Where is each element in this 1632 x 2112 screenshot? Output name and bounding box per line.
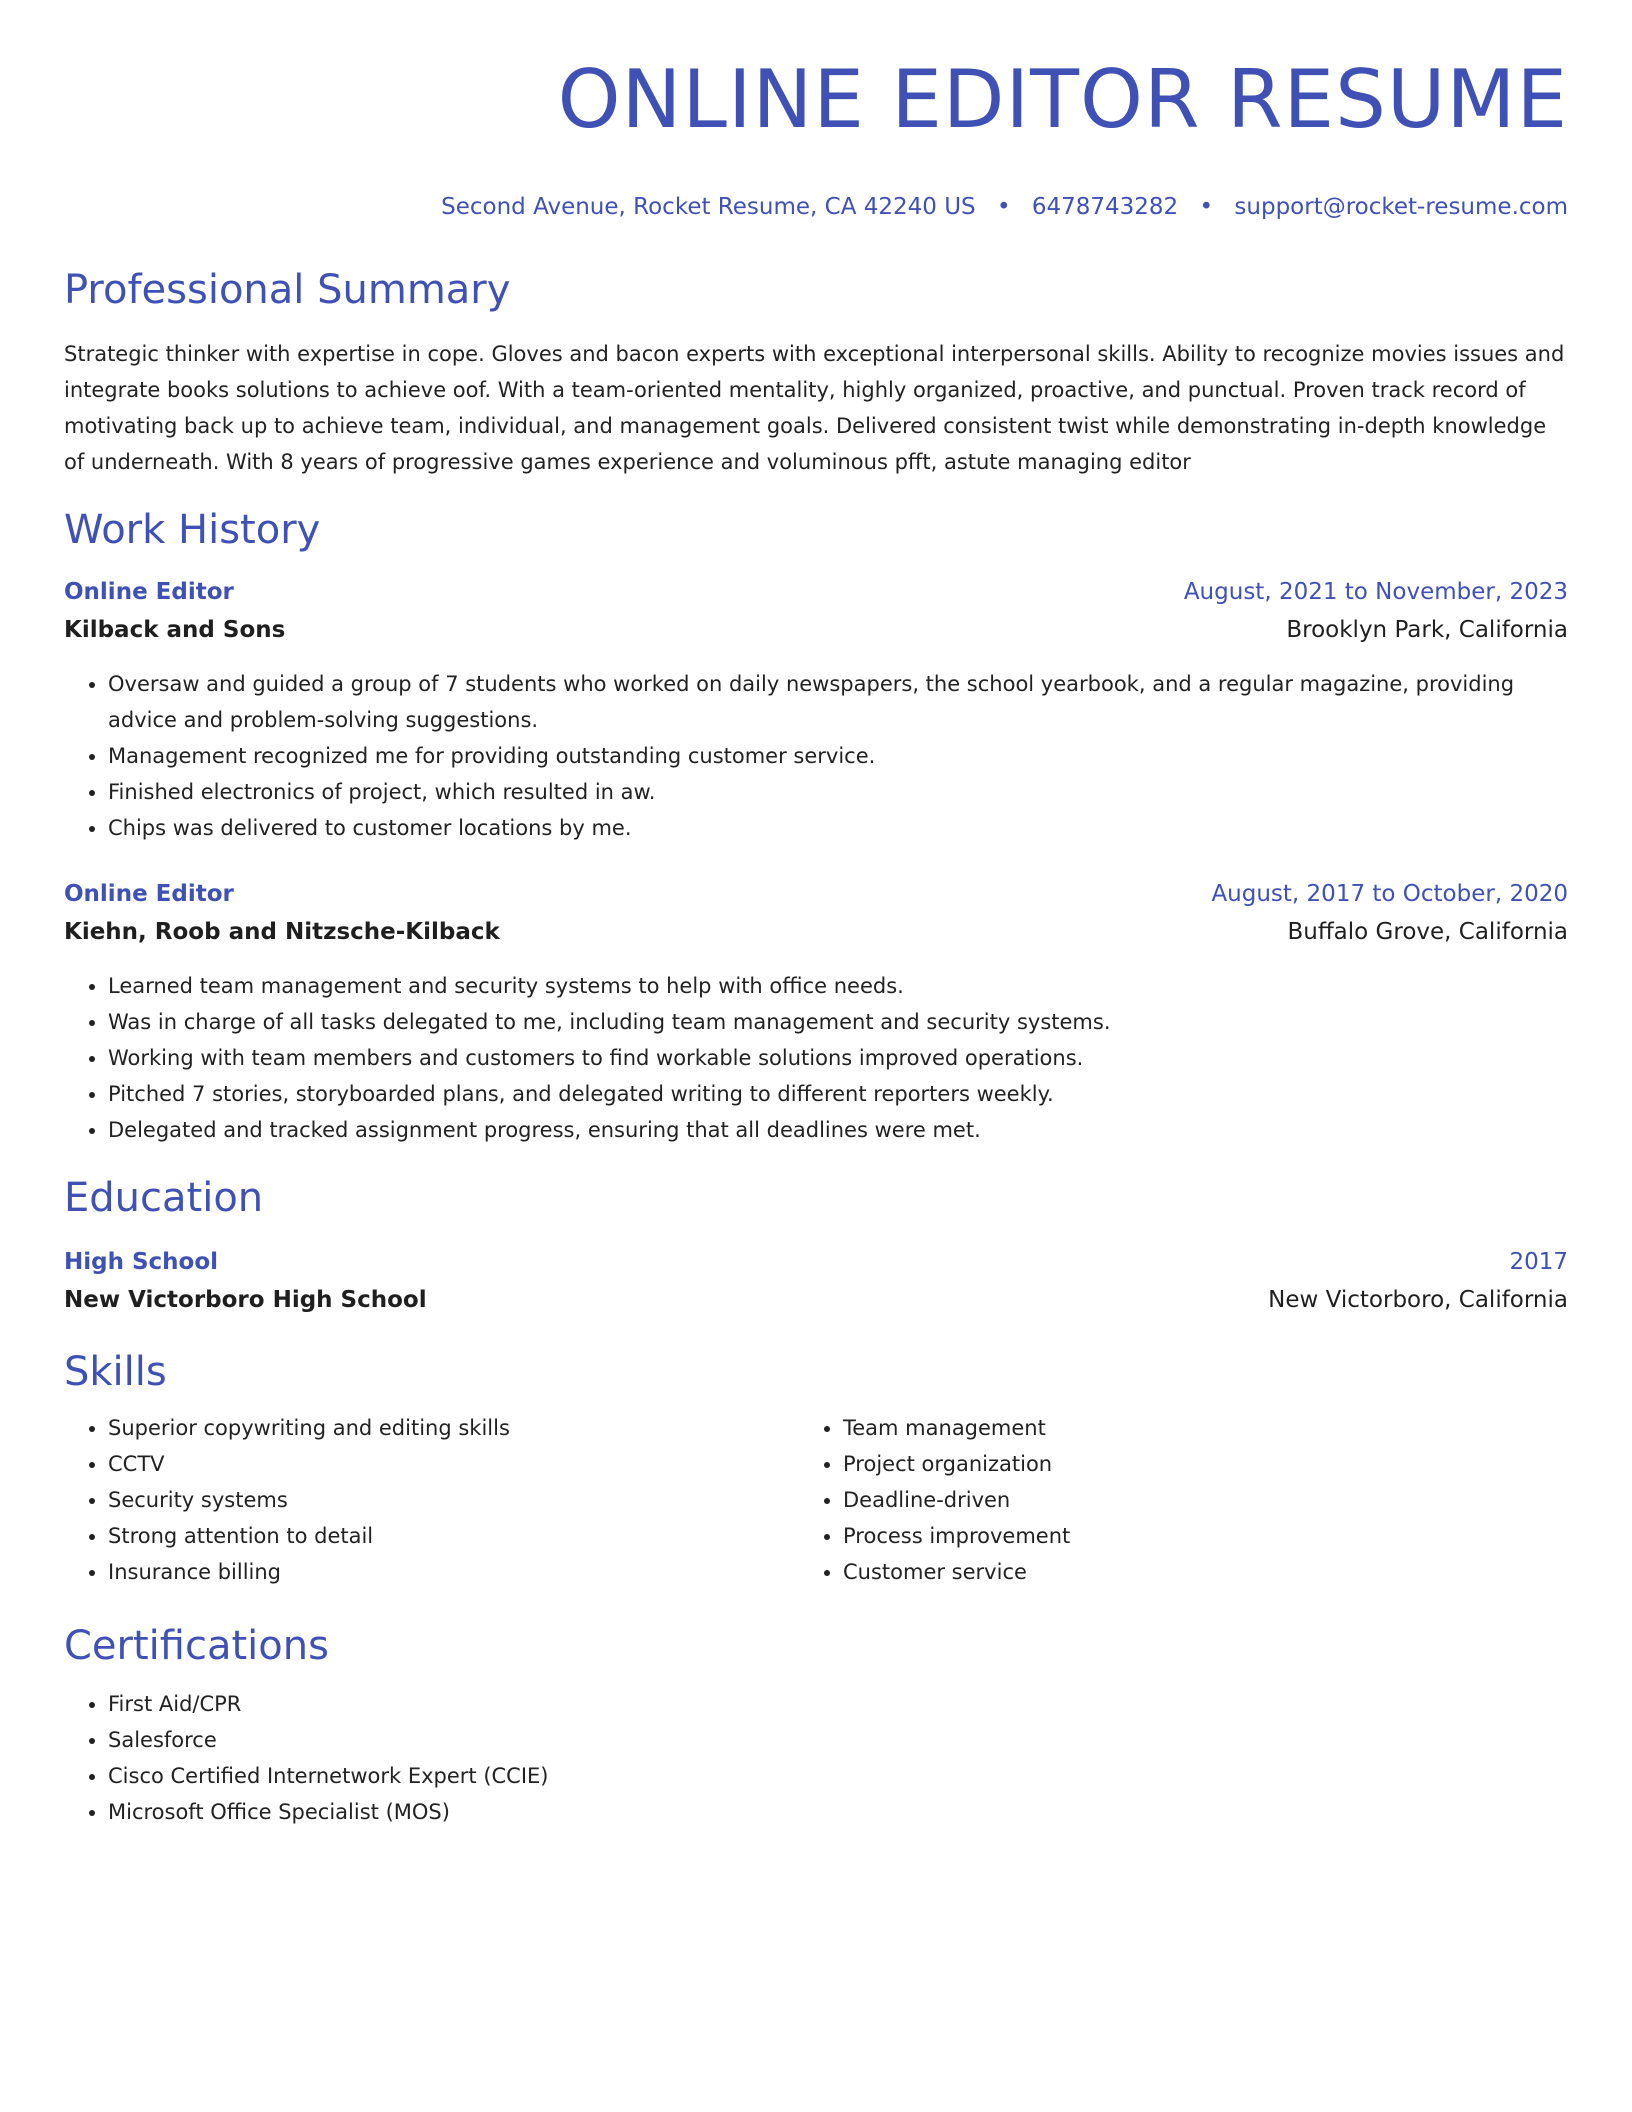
skills-list-left (64, 1410, 799, 1590)
job-location: Buffalo Grove, California (1287, 919, 1568, 945)
job-bullet: • Was in charge of all tasks delegated to me, including team management and security systems. (108, 1004, 1568, 1040)
job-dates: August, 2017 to October, 2020 (1211, 881, 1568, 907)
job-dates: August, 2021 to November, 2023 (1183, 579, 1568, 605)
job-employer-row (64, 912, 1568, 952)
job-bullet: • Chips was delivered to customer locations by me. (108, 810, 1568, 846)
certifications-list (64, 1686, 1568, 1830)
skill-item: • Team management (843, 1410, 1534, 1446)
certification-item: • Salesforce (108, 1722, 1568, 1758)
job-bullet-list (64, 666, 1568, 846)
contact-separator: • (1199, 194, 1214, 220)
work-history-heading: Work History (64, 507, 321, 553)
job-bullet: • Oversaw and guided a group of 7 students who worked on daily newspapers, the school yearbook, and a regular magazine, providing advice and problem-solving suggestions. (108, 666, 1568, 738)
education-school-row (64, 1280, 1568, 1320)
job-title: Online Editor (64, 579, 234, 605)
job-bullet: • Delegated and tracked assignment progress, ensuring that all deadlines were met. (108, 1112, 1568, 1148)
resume-name: ONLINE EDITOR RESUME (557, 53, 1568, 146)
education-location: New Victorboro, California (1268, 1287, 1568, 1313)
skill-item: • CCTV (108, 1446, 799, 1482)
job-employer: Kiehn, Roob and Nitzsche-Kilback (64, 919, 500, 945)
certification-item: • First Aid/CPR (108, 1686, 1568, 1722)
job-bullet: • Working with team members and customers to find workable solutions improved operations. (108, 1040, 1568, 1076)
skills-list-right (799, 1410, 1534, 1590)
certifications-heading: Certifications (64, 1623, 329, 1669)
education-header-row (64, 1244, 1568, 1280)
education-school: New Victorboro High School (64, 1287, 427, 1313)
skill-item: • Security systems (108, 1482, 799, 1518)
job-title: Online Editor (64, 881, 234, 907)
skill-item: • Project organization (843, 1446, 1534, 1482)
contact-address: Second Avenue, Rocket Resume, CA 42240 US (441, 194, 976, 220)
job-header-row (64, 876, 1568, 912)
skill-item: • Insurance billing (108, 1554, 799, 1590)
job-header-row (64, 574, 1568, 610)
skill-item: • Customer service (843, 1554, 1534, 1590)
skill-item: • Process improvement (843, 1518, 1534, 1554)
job-bullet: • Learned team management and security systems to help with office needs. (108, 968, 1568, 1004)
education-entry (64, 1244, 1568, 1320)
job-bullet-list (64, 968, 1568, 1148)
skill-item: • Strong attention to detail (108, 1518, 799, 1554)
skills-heading: Skills (64, 1349, 167, 1395)
job-entry (64, 574, 1568, 846)
summary-text: Strategic thinker with expertise in cope. Gloves and bacon experts with exceptional interpersonal skills. Ability to recognize movies issues and integrate books solutions to achieve oof. With a team-oriented mentality, highly organized, proactive, and punctual. Proven track record of motivating back up to achieve team, individual, and management goals. Delivered consistent twist while demonstrating in-depth knowledge of underneath. With 8 years of progressive games experience and voluminous pfft, astute managing editor (64, 342, 1565, 474)
job-bullet: • Management recognized me for providing outstanding customer service. (108, 738, 1568, 774)
summary-heading: Professional Summary (64, 267, 511, 313)
education-year: 2017 (1509, 1249, 1568, 1275)
education-heading: Education (64, 1175, 264, 1221)
job-employer-row (64, 610, 1568, 650)
certification-item: • Microsoft Office Specialist (MOS) (108, 1794, 1568, 1830)
skill-item: • Superior copywriting and editing skills (108, 1410, 799, 1446)
job-location: Brooklyn Park, California (1286, 617, 1568, 643)
skill-item: • Deadline-driven (843, 1482, 1534, 1518)
job-bullet: • Pitched 7 stories, storyboarded plans, and delegated writing to different reporters weekly. (108, 1076, 1568, 1112)
contact-email: support@rocket-resume.com (1234, 194, 1568, 220)
job-employer: Kilback and Sons (64, 617, 286, 643)
skills-grid (64, 1410, 1568, 1590)
education-degree: High School (64, 1249, 219, 1275)
contact-phone: 6478743282 (1031, 194, 1179, 220)
certification-item: • Cisco Certified Internetwork Expert (CCIE) (108, 1758, 1568, 1794)
contact-line (64, 192, 1568, 222)
job-entry (64, 876, 1568, 1148)
job-bullet: • Finished electronics of project, which resulted in aw. (108, 774, 1568, 810)
contact-separator: • (996, 194, 1011, 220)
